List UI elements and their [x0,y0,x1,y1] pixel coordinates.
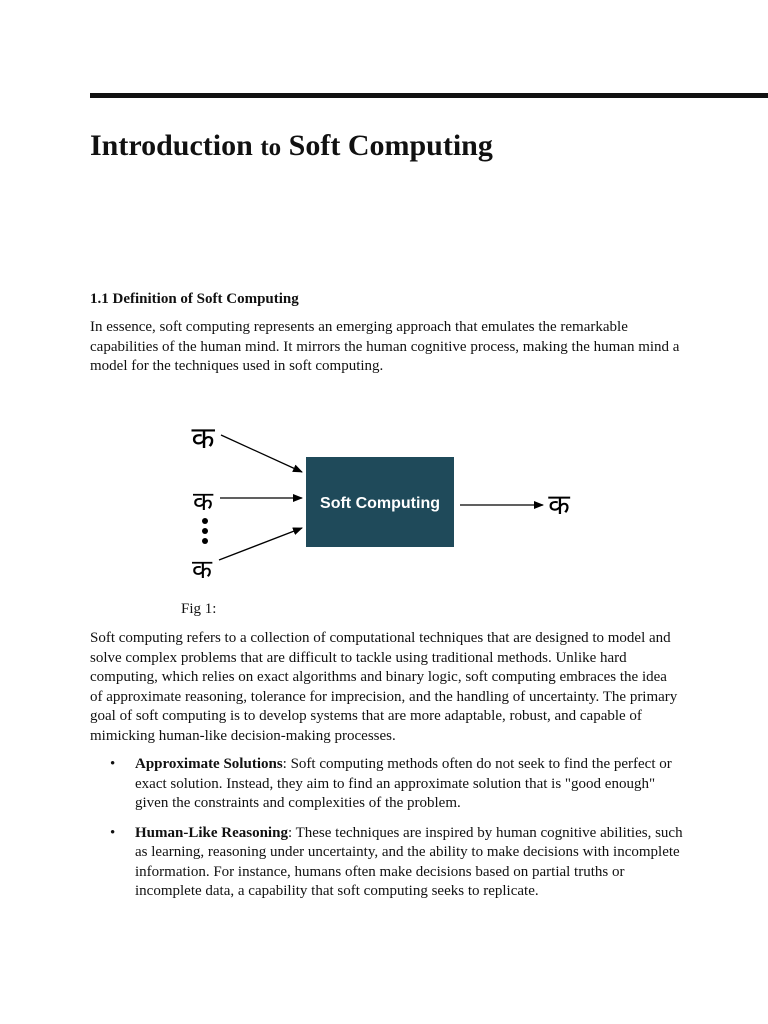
top-rule [90,93,768,98]
bullet-icon: • [110,824,116,841]
input-glyph-middle: क [193,487,213,517]
title-word-to: to [260,134,282,161]
figure-caption: Fig 1: [181,601,217,617]
figure-diagram [180,414,580,590]
output-glyph: क [548,488,570,521]
bullet-list [90,755,690,912]
input-glyph-top: क [191,421,215,456]
bullet-term: Approximate Solutions [135,756,283,772]
section-heading: 1.1 Definition of Soft Computing [90,291,299,307]
arrow-input-bottom [219,528,302,560]
soft-computing-box-label: Soft Computing [320,495,440,512]
main-paragraph: Soft computing refers to a collection of computational techniques that are designed to model and solve complex problems that are difficult to tackle using traditional methods. Unlike hard computing, which relies on exact algorithms and binary logic, soft computing embraces the idea of approximate reasoning, tolerance for imprecision, and the handling of uncertainty. The primary goal of soft computing is to develop systems that are more adaptable, robust, and capable of mimicking human-like decision-making processes. [90,630,678,744]
bullet-text: : These techniques are inspired by human cognitive abilities, such as learning, reasoning under uncertainty, and the ability to make decisions with incomplete information. For instance, humans often make decisions based on partial truths or incomplete data, a capability that soft computing seeks to replicate. [135,824,683,899]
vertical-ellipsis-icon [202,518,208,544]
list-item [90,824,690,902]
chapter-title [90,126,493,168]
bullet-term: Human-Like Reasoning [135,824,288,841]
bullet-text: : Soft computing methods often do not seek to find the perfect or exact solution. Instead, they aim to find an approximate solution that is "good enough" given the constraints and complexities of the problem. [135,756,672,811]
title-word-soft-computing: Soft Computing [288,129,493,162]
list-item [90,755,690,814]
title-word-introduction: Introduction [90,129,253,162]
input-glyph-bottom: क [192,555,212,585]
arrow-input-top [221,435,302,472]
bullet-icon: • [110,756,116,772]
soft-computing-figure [180,414,580,590]
intro-paragraph: In essence, soft computing represents an emerging approach that emulates the remarkable capabilities of the human mind. It mirrors the human cognitive process, making the human mind a model for the techniques used in soft computing. [90,319,680,374]
